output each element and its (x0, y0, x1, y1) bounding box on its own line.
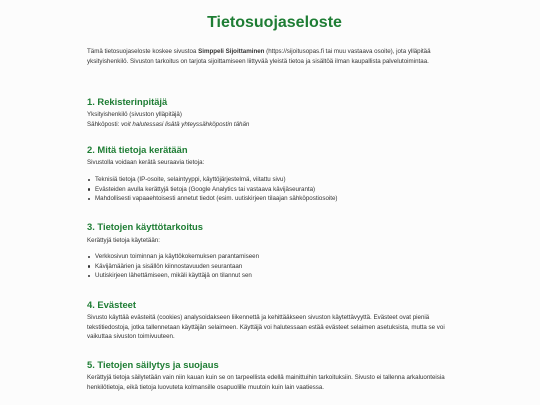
intro-text-start: Tämä tietosuojaseloste koskee sivustoa (87, 48, 199, 55)
email-label: Sähköposti: (87, 121, 122, 128)
section-3-heading: 3. Tietojen käyttötarkoitus (87, 221, 204, 232)
section-5-body: Kerättyjä tietoja säilytetään vain niin kauan kuin se on tarpeellista edellä mainittuihin tarkoituksiin. Sivusto ei tallenna arkaluonteisia henkilötietoja, eikä tietoja luovuteta kolmansille osapuolille muutoin kuin lain vaatiessa. (87, 374, 445, 391)
section-3-list (87, 252, 462, 281)
section-2-list (87, 175, 462, 204)
section-4-heading: 4. Evästeet (87, 299, 136, 310)
list-item: Verkkosivun toiminnan ja käyttökokemuksen parantamiseen (87, 252, 462, 262)
list-item: Evästeiden avulla kerättyjä tietoja (Google Analytics tai vastaava kävijäseuranta) (87, 185, 462, 195)
section-3-lead: Kerättyjä tietoja käytetään: (87, 237, 160, 244)
list-item: Kävijämäärien ja sisällön kiinnostavuuden seurantaan (87, 262, 462, 272)
section-4-body: Sivusto käyttää evästeitä (cookies) analysoidakseen liikennettä ja kehittääkseen sivuston käytettävyyttä. Evästeet ovat pieniä tekstitiedostoja, jotka tallennetaan käyttäjän selaimeen. Käyttäjä voi halutessaan estää evästeet selaimen asetuksista, mutta se voi vaikuttaa sivuston toimivuuteen. (87, 314, 445, 341)
section-1-email (87, 120, 462, 130)
intro-text-end: (https://sijoitusopas.fi tai muu vastaava osoite), jota ylläpitää yksityishenkilö. Sivuston tarkoitus on tarjota sijoittamiseen liittyvää yleistä tietoa ja sisältöä ilman kaupallista palvelutoimintaa. (87, 48, 431, 65)
intro-paragraph (87, 47, 462, 66)
section-1-line: Yksityishenkilö (sivuston ylläpitäjä) (87, 111, 182, 118)
list-item: Uutiskirjeen lähettämiseen, mikäli käyttäjä on tilannut sen (87, 271, 462, 281)
section-2-heading: 2. Mitä tietoja kerätään (87, 144, 188, 155)
email-value: voit halutessasi lisätä yhteyssähköpostin tähän (121, 121, 250, 128)
section-2-lead: Sivustolla voidaan kerätä seuraavia tietoja: (87, 159, 205, 166)
list-item: Teknisiä tietoja (IP-osoite, selaintyyppi, käyttöjärjestelmä, viitattu sivu) (87, 175, 462, 185)
section-5-heading: 5. Tietojen säilytys ja suojaus (87, 359, 219, 370)
section-1-heading: 1. Rekisterinpitäjä (87, 96, 168, 107)
site-name: Simppeli Sijoittaminen (198, 48, 265, 55)
page-title: Tietosuojaseloste (207, 14, 342, 31)
list-item: Mahdollisesti vapaaehtoisesti annetut tiedot (esim. uutiskirjeen tilaajan sähköpostiosoite) (87, 194, 462, 204)
